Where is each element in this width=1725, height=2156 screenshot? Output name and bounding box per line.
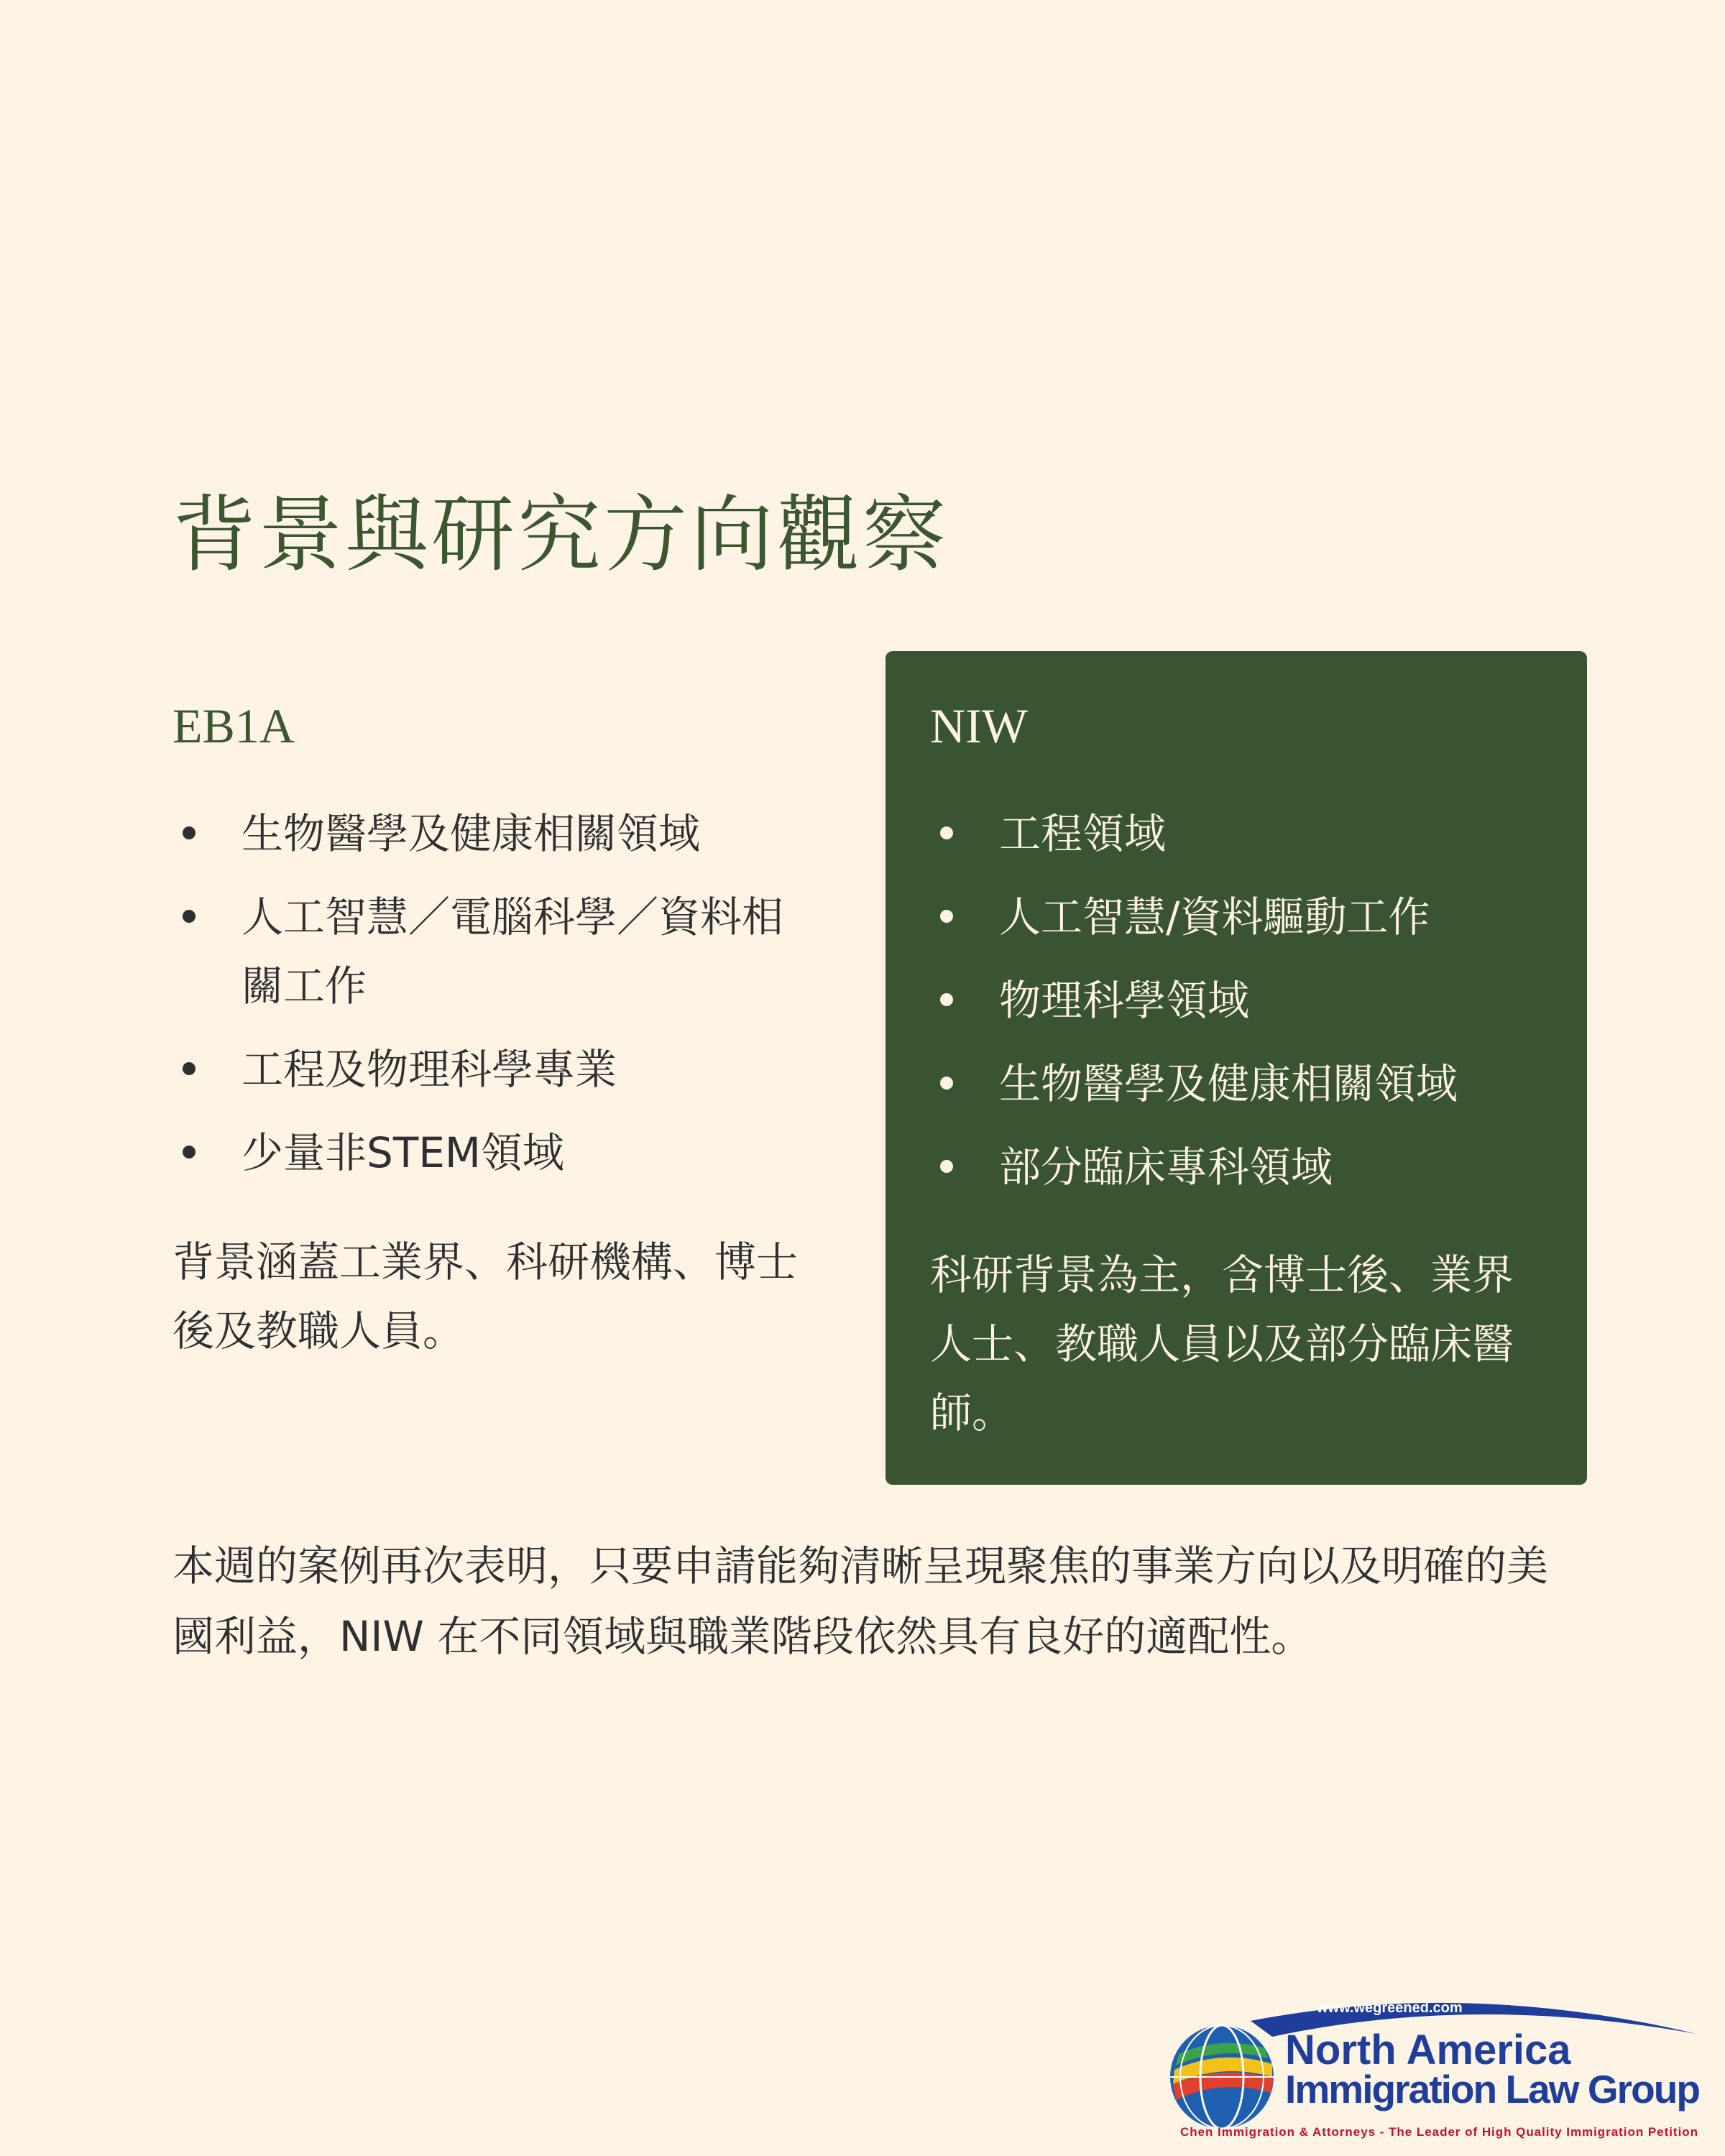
bullet-icon [183,1146,196,1158]
logo-url: www.wegreened.com [1317,2000,1463,2016]
globe-icon [1170,2025,1274,2129]
list-item [172,799,819,868]
summary-paragraph: 本週的案例再次表明，只要申請能夠清晰呈現聚焦的事業方向以及明確的美國利益，NIW 在不同領域與職業階段依然具有良好的適配性。 [172,1542,1549,1661]
eb1a-note: 背景涵蓋工業界、科研機構、博士後及教職人員。 [172,1238,799,1355]
eb1a-list [172,799,819,1187]
page-title: 背景與研究方向觀察 [172,487,949,584]
bullet-icon [183,826,196,839]
list-item [930,1133,1544,1202]
bullet-icon [183,1062,196,1075]
list-item-text: 工程及物理科學專業 [242,1045,617,1094]
list-item-text: 工程領域 [999,809,1167,858]
niw-list [930,799,1544,1202]
logo-line-1: North America [1285,2027,1571,2073]
list-item-text: 物理科學領域 [999,976,1250,1025]
logo-tagline: Chen Immigration & Attorneys - The Leader of High Quality Immigration Petition [1180,2125,1698,2139]
bullet-icon [940,993,953,1006]
list-item [172,883,819,1021]
bullet-icon [940,1160,953,1173]
bullet-icon [940,826,953,839]
company-logo [1164,1984,1711,2149]
list-item-text: 生物醫學及健康相關領域 [999,1059,1458,1108]
list-item-text: 少量非STEM領域 [242,1128,564,1177]
list-item [930,799,1544,868]
bullet-icon [183,910,196,923]
bullet-icon [940,910,953,923]
niw-heading: NIW [930,699,1028,753]
eb1a-column [172,661,819,1365]
eb1a-heading: EB1A [172,699,295,753]
list-item-text: 人工智慧／電腦科學／資料相關工作 [242,893,784,1010]
list-item [930,883,1544,952]
niw-note: 科研背景為主，含博士後、業界人士、教職人員以及部分臨床醫師。 [930,1250,1514,1437]
list-item [172,1035,819,1104]
niw-card [886,651,1587,1485]
list-item-text: 生物醫學及健康相關領域 [242,809,701,858]
list-item [930,1049,1544,1118]
bullet-icon [940,1077,953,1089]
logo-line-2: Immigration Law Group [1285,2067,1701,2111]
list-item-text: 部分臨床專科領域 [999,1143,1333,1192]
list-item [172,1118,819,1187]
list-item-text: 人工智慧/資料驅動工作 [999,893,1430,941]
list-item [930,966,1544,1035]
